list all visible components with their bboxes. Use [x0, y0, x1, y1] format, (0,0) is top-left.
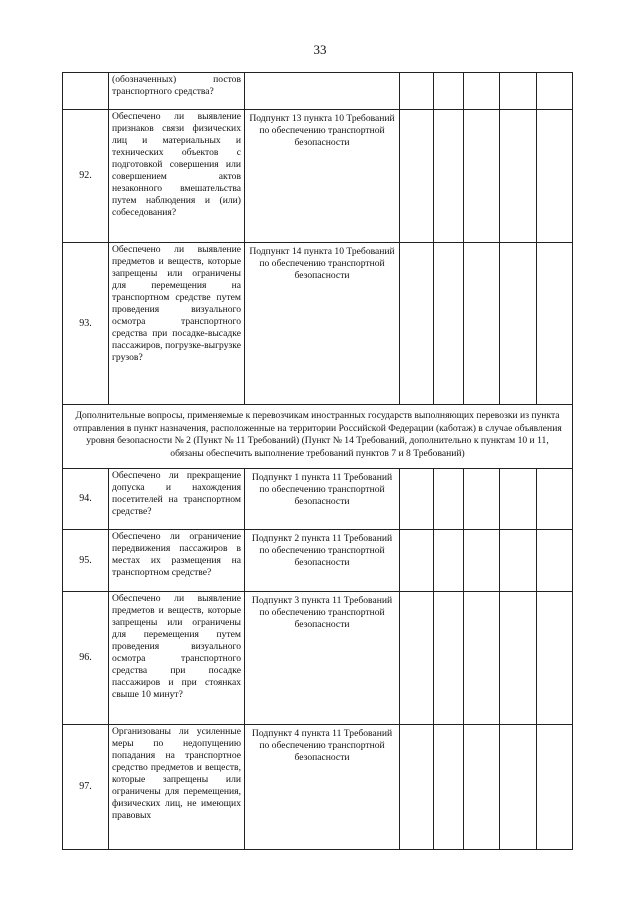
notes-cell[interactable]	[537, 469, 573, 530]
question-cell: (обозначенных) постов транспортного средства?	[109, 73, 245, 110]
answer-yes-cell[interactable]	[400, 725, 434, 850]
answer-na-cell[interactable]	[464, 110, 500, 243]
reference-cell: Подпункт 3 пункта 11 Требований по обеспечению транспортной безопасности	[245, 592, 400, 725]
row-number-cell: 96.	[63, 592, 109, 725]
reference-cell: Подпункт 2 пункта 11 Требований по обеспечению транспортной безопасности	[245, 530, 400, 592]
answer-extra-cell[interactable]	[500, 469, 537, 530]
notes-cell[interactable]	[537, 530, 573, 592]
answer-na-cell[interactable]	[464, 469, 500, 530]
answer-extra-cell[interactable]	[500, 243, 537, 405]
answer-no-cell[interactable]	[434, 592, 464, 725]
question-cell: Обеспечено ли ограничение передвижения пассажиров в местах их размещения на транспортном средстве?	[109, 530, 245, 592]
answer-yes-cell[interactable]	[400, 110, 434, 243]
answer-no-cell[interactable]	[434, 110, 464, 243]
answer-na-cell[interactable]	[464, 73, 500, 110]
notes-cell[interactable]	[537, 592, 573, 725]
answer-no-cell[interactable]	[434, 243, 464, 405]
reference-cell	[245, 73, 400, 110]
answer-na-cell[interactable]	[464, 725, 500, 850]
answer-na-cell[interactable]	[464, 592, 500, 725]
row-number-cell: 92.	[63, 110, 109, 243]
answer-no-cell[interactable]	[434, 530, 464, 592]
answer-yes-cell[interactable]	[400, 530, 434, 592]
table-row	[63, 530, 573, 592]
reference-cell: Подпункт 4 пункта 11 Требований по обеспечению транспортной безопасности	[245, 725, 400, 850]
row-number-cell: 97.	[63, 725, 109, 850]
answer-yes-cell[interactable]	[400, 243, 434, 405]
answer-yes-cell[interactable]	[400, 469, 434, 530]
question-cell: Организованы ли усиленные меры по недопущению попадания на транспортное средство предметов и веществ, которые запрещены или ограничены для перемещения, физических лиц, не имеющих правовых	[109, 725, 245, 850]
answer-extra-cell[interactable]	[500, 110, 537, 243]
answer-no-cell[interactable]	[434, 725, 464, 850]
question-cell: Обеспечено ли выявление предметов и веществ, которые запрещены или ограничены для перемещения на транспортном средстве путем проведения визуального осмотра транспортного средства при посадке-высадке пассажиров, погрузке-выгрузке грузов?	[109, 243, 245, 405]
table-row	[63, 725, 573, 850]
table-row	[63, 110, 573, 243]
answer-extra-cell[interactable]	[500, 73, 537, 110]
checklist-table	[62, 72, 573, 850]
table-row	[63, 73, 573, 110]
row-number-cell: 93.	[63, 243, 109, 405]
reference-cell: Подпункт 1 пункта 11 Требований по обеспечению транспортной безопасности	[245, 469, 400, 530]
section-header-row	[63, 405, 573, 469]
reference-cell: Подпункт 14 пункта 10 Требований по обеспечению транспортной безопасности	[245, 243, 400, 405]
table-row	[63, 592, 573, 725]
answer-extra-cell[interactable]	[500, 592, 537, 725]
answer-na-cell[interactable]	[464, 243, 500, 405]
row-number-cell: 94.	[63, 469, 109, 530]
answer-yes-cell[interactable]	[400, 73, 434, 110]
notes-cell[interactable]	[537, 725, 573, 850]
answer-yes-cell[interactable]	[400, 592, 434, 725]
table-row	[63, 243, 573, 405]
notes-cell[interactable]	[537, 73, 573, 110]
notes-cell[interactable]	[537, 243, 573, 405]
section-header: Дополнительные вопросы, применяемые к перевозчикам иностранных государств выполняющих перевозки из пункта отправления в пункт назначения, расположенные на территории Российской Федерации (каботаж) в случае объявления уровня безопасности № 2 (Пункт № 11 Требований) (Пункт № 14 Требований, дополнительно к пунктам 10 и 11, обязаны обеспечить выполнение требований пунктов 7 и 8 Требований)	[63, 405, 573, 469]
question-cell: Обеспечено ли выявление признаков связи физических лиц и материальных и технических объектов с подготовкой совершения или совершением актов незаконного вмешательства путем наблюдения и (или) собеседования?	[109, 110, 245, 243]
answer-na-cell[interactable]	[464, 530, 500, 592]
answer-extra-cell[interactable]	[500, 530, 537, 592]
question-cell: Обеспечено ли прекращение допуска и нахождения посетителей на транспортном средстве?	[109, 469, 245, 530]
page-number: 33	[313, 42, 327, 57]
notes-cell[interactable]	[537, 110, 573, 243]
row-number-cell: 95.	[63, 530, 109, 592]
row-number-cell	[63, 73, 109, 110]
question-cell: Обеспечено ли выявление предметов и веществ, которые запрещены или ограничены для перемещения путем проведения визуального осмотра транспортного средства при посадке пассажиров и при стоянках свыше 10 минут?	[109, 592, 245, 725]
reference-cell: Подпункт 13 пункта 10 Требований по обеспечению транспортной безопасности	[245, 110, 400, 243]
table-row	[63, 469, 573, 530]
answer-extra-cell[interactable]	[500, 725, 537, 850]
answer-no-cell[interactable]	[434, 469, 464, 530]
answer-no-cell[interactable]	[434, 73, 464, 110]
